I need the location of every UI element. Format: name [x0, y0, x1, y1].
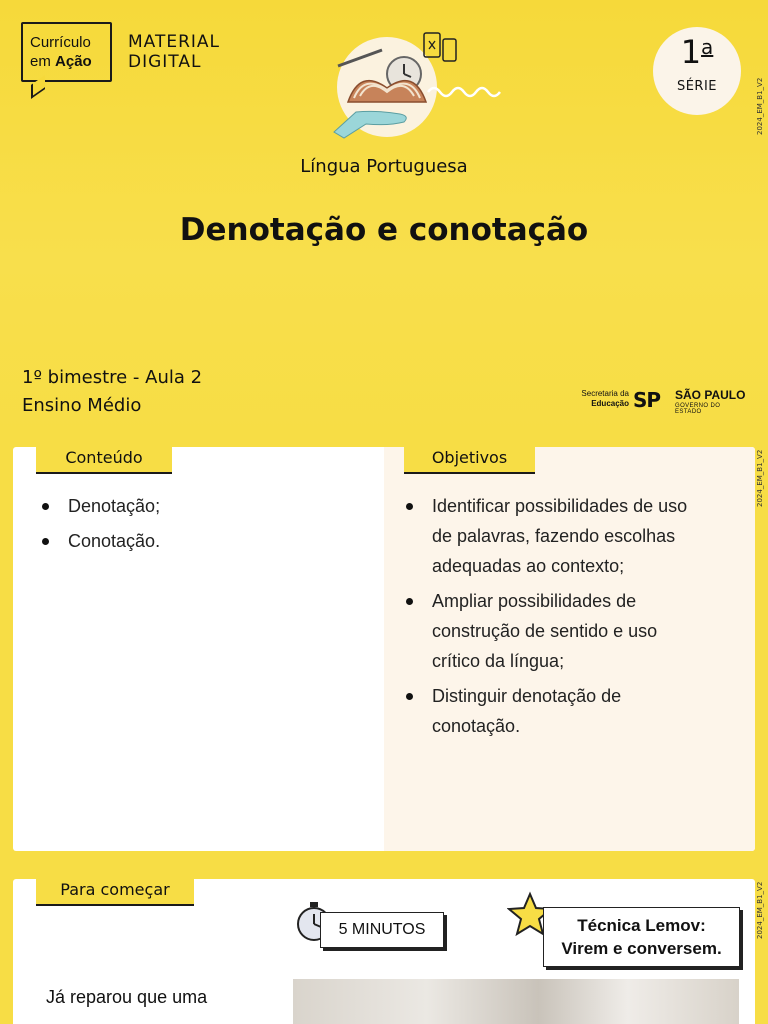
- para-comecar-tab: Para começar: [36, 876, 194, 906]
- book-hand-illustration: [330, 30, 520, 140]
- grade-ordinal: a: [701, 35, 714, 59]
- objective-3-line-1: Distinguir denotação de: [432, 686, 622, 706]
- material-digital-line-2: DIGITAL: [128, 52, 202, 72]
- students-photo: [293, 979, 739, 1024]
- smartphone-icon: [424, 33, 456, 61]
- objetivos-list: [402, 491, 752, 746]
- list-item: Conotação.: [38, 526, 358, 556]
- lemov-line-1: Técnica Lemov:: [577, 916, 706, 935]
- period-level: Ensino Médio: [22, 395, 142, 416]
- logo-line-1: Currículo: [30, 34, 91, 51]
- cover-slide: [0, 0, 768, 433]
- secretaria-label: [571, 389, 629, 409]
- grade-label: SÉRIE: [676, 79, 718, 94]
- objective-2-line-1: Ampliar possibilidades de: [432, 591, 637, 611]
- sao-paulo-government-logo: [571, 386, 747, 414]
- timer-label: 5 MINUTOS: [320, 912, 444, 948]
- logo-line-2-bold: Ação: [55, 53, 92, 70]
- list-item: [402, 681, 752, 741]
- list-item: [402, 491, 752, 581]
- document-code-3: 2024_EM_B1_V2: [756, 881, 764, 939]
- period-bimester: 1º bimestre - Aula 2: [22, 367, 203, 388]
- grade-number: [653, 33, 741, 71]
- conteudo-list: [38, 491, 358, 561]
- document-code-2: 2024_EM_B1_V2: [756, 449, 764, 507]
- subject-title: Língua Portuguesa: [300, 156, 468, 177]
- sao-paulo-name: SÃO PAULO: [675, 388, 746, 402]
- curriculo-em-acao-logo: [21, 22, 112, 94]
- objetivos-tab: Objetivos: [404, 444, 535, 474]
- logo-frame: [21, 22, 112, 82]
- material-digital-line-1: MATERIAL: [128, 32, 221, 52]
- lesson-title: Denotação e conotação: [179, 212, 589, 248]
- objective-3-line-2: conotação.: [432, 716, 521, 736]
- grade-badge: [653, 27, 741, 115]
- lesson-period: [22, 364, 202, 420]
- document-code: 2024_EM_B1_V2: [756, 77, 764, 135]
- sp-mark: SP: [633, 388, 661, 412]
- objective-1-line-1: Identificar possibilidades de uso: [432, 496, 688, 516]
- wave-decoration: [428, 88, 500, 96]
- lemov-technique-box: [543, 907, 740, 967]
- objective-2-line-3: crítico da língua;: [432, 651, 565, 671]
- intro-text: Já reparou que uma: [46, 987, 208, 1007]
- logo-line-2-prefix: em: [30, 53, 56, 70]
- list-item: Denotação;: [38, 491, 358, 521]
- lemov-line-2: Virem e conversem.: [561, 939, 722, 958]
- objective-1-line-2: de palavras, fazendo escolhas: [432, 526, 676, 546]
- material-digital-logo: [128, 32, 220, 72]
- logo-line-2: [30, 53, 92, 70]
- conteudo-tab: Conteúdo: [36, 444, 172, 474]
- objective-2-line-2: construção de sentido e uso: [432, 621, 658, 641]
- list-item: [402, 586, 752, 676]
- governo-label: GOVERNO DO ESTADO: [675, 403, 721, 415]
- secretaria-line-1: Secretaria da: [581, 389, 629, 398]
- objective-1-line-3: adequadas ao contexto;: [432, 556, 625, 576]
- grade-number-digit: 1: [680, 33, 702, 71]
- secretaria-line-2: Educação: [591, 399, 629, 408]
